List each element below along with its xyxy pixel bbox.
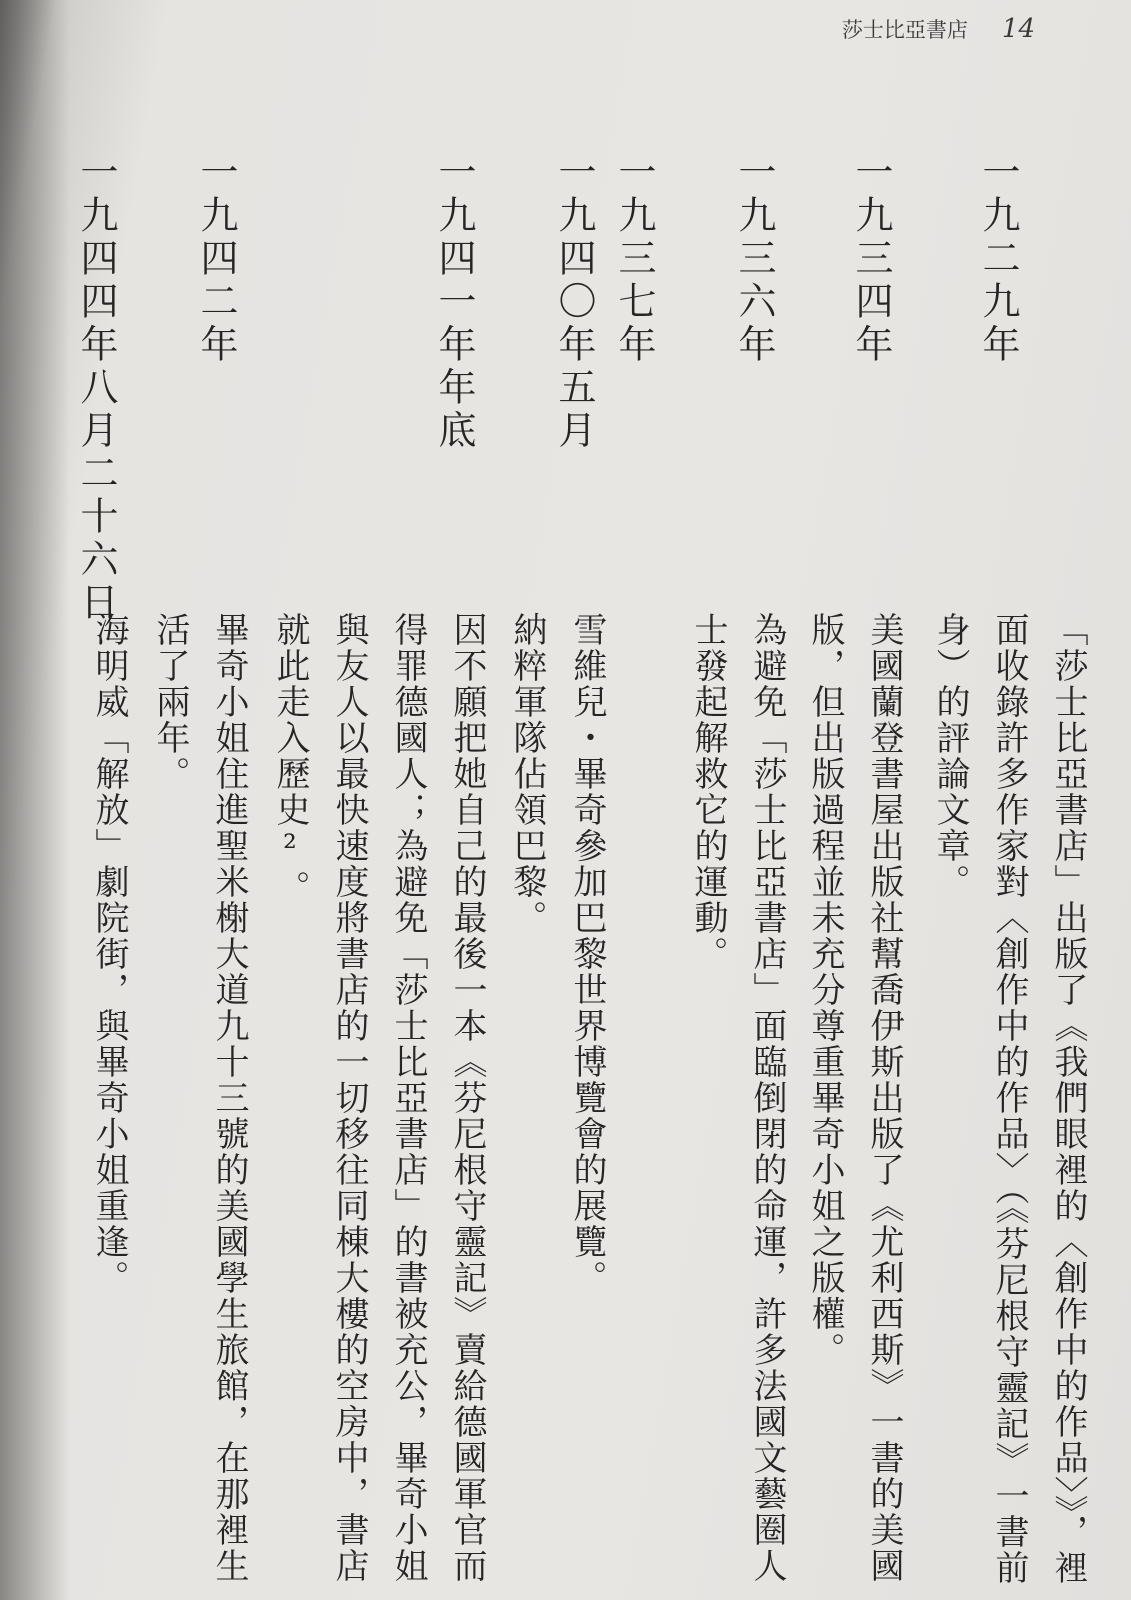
entry-date: 一九四四年八月二十六日 <box>74 152 118 625</box>
chronology-entry <box>256 0 496 1600</box>
entry-text: 畢奇小姐住進聖米榭大道九十三號的美國學生旅館，在那裡生活了兩年。 <box>150 612 249 1584</box>
entry-date: 一九三六年 <box>732 152 776 367</box>
entry-date: 一九四〇年五月 <box>552 152 596 453</box>
chronology-entry <box>138 0 278 1600</box>
entry-text: 美國蘭登書屋出版社幫喬伊斯出版了《尤利西斯》一書的美國版，但出版過程並未充分尊重畢奇小姐之版權。 <box>805 612 904 1584</box>
book-title: 莎士比亞書店 <box>841 18 968 42</box>
entry-text: 納粹軍隊佔領巴黎。 <box>507 612 547 936</box>
chronology-entry <box>18 0 158 1600</box>
entry-date: 一九二九年 <box>976 152 1020 367</box>
entry-date: 一九四一年年底 <box>432 152 476 453</box>
chronology-entry <box>676 0 816 1600</box>
entry-text: 雪維兒・畢奇參加巴黎世界博覽會的展覽。 <box>567 612 607 1296</box>
page-number: 14 <box>1001 14 1035 44</box>
chronology-entry <box>920 0 1088 1600</box>
entry-date: 一九三七年 <box>612 152 656 367</box>
entry-text: 「莎士比亞書店」出版了《我們眼裡的〈創作中的作品〉》，裡面收錄許多作家對〈創作中的作品〉（《芬尼根守靈記》一書前身）的評論文章。 <box>930 612 1088 1586</box>
entry-date: 一九三四年 <box>849 152 893 367</box>
entry-text: 為避免「莎士比亞書店」面臨倒閉的命運，許多法國文藝圈人士發起解救它的運動。 <box>688 612 787 1584</box>
entry-text: 海明威「解放」劇院街，與畢奇小姐重逢。 <box>89 612 129 1296</box>
entry-date: 一九四二年 <box>194 152 238 367</box>
entry-text: 因不願把她自己的最後一本《芬尼根守靈記》賣給德國軍官而得罪德國人；為避免「莎士比亞書店」的書被充公，畢奇小姐與友人以最快速度將書店的一切移往同棟大樓的空房中，書店就此走入歷史²。 <box>270 612 487 1584</box>
chronology-entry <box>496 0 636 1600</box>
